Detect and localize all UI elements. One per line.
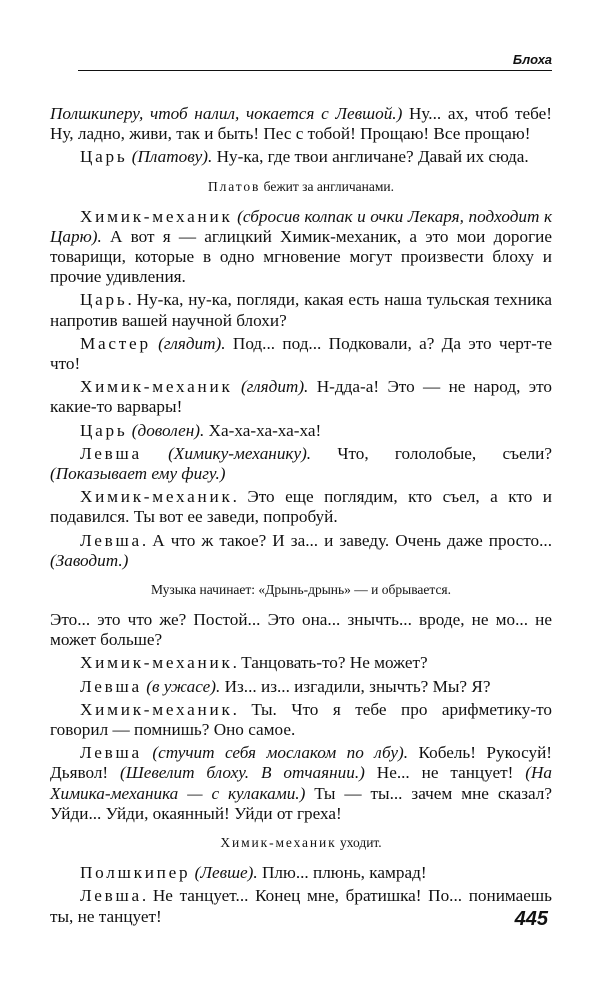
speaker-name: Левша <box>80 676 142 696</box>
stage-direction <box>50 834 552 851</box>
dialogue-paragraph <box>50 421 552 441</box>
stage-remark: Полшкиперу, чтоб налил, чокается с Левшой.) <box>50 104 403 123</box>
text-run: А вот я — аглицкий Химик-механик, а это мои дорогие товарищи, которые в одно мгновение могут произвести блоху и прочие удивления. <box>50 226 552 287</box>
speaker-name: Химик-механик <box>220 835 337 851</box>
speaker-name: Царь <box>80 420 128 440</box>
text-run: Из... из... изгадили, знычть? Мы? Я? <box>220 676 491 696</box>
speaker-name: Химик-механик <box>80 653 233 673</box>
speaker-name: Левша <box>80 743 142 763</box>
dialogue-paragraph <box>50 377 552 417</box>
stage-direction <box>50 581 552 598</box>
speaker-name: Платов <box>207 178 261 194</box>
play-text <box>50 104 552 927</box>
stage-remark: (доволен). <box>131 420 205 440</box>
text-run <box>142 444 168 463</box>
speaker-name: Мастер <box>80 333 151 353</box>
text-run: уходит. <box>336 835 382 851</box>
running-head: Блоха <box>512 52 552 67</box>
stage-remark: (Шевелит блоху. В отчаянии.) <box>120 763 365 783</box>
text-run: Не... не танцует! <box>364 763 526 783</box>
stage-remark: (глядит). <box>158 333 226 353</box>
dialogue-paragraph <box>50 531 552 571</box>
text-run: . Это еще поглядим, кто съел, а кто и подавился. Ты вот ее заведи, попробуй. <box>50 487 552 527</box>
text-run: Кобель! Рукосуй! Дьявол! <box>50 743 553 783</box>
dialogue-paragraph <box>50 147 552 167</box>
stage-remark: (Платову). <box>131 147 213 167</box>
text-run: Ты — ты... зачем мне сказал? Уйди... Уйди, окаянный! Уйди от греха! <box>50 783 552 823</box>
text-run: Это... это что же? Постой... Это она... знычть... вроде, не мо... не может больше? <box>50 610 552 650</box>
stage-remark: (стучит себя мослаком по лбу). <box>152 743 409 763</box>
header-rule <box>78 70 552 71</box>
dialogue-paragraph <box>50 863 552 883</box>
text-run: . Ну-ка, ну-ка, погляди, какая есть наша тульская техника напротив вашей научной блохи? <box>50 290 552 330</box>
text-run: Плю... плюнь, камрад! <box>257 863 427 883</box>
speaker-name: Химик-механик <box>80 699 233 719</box>
stage-remark: (Левше). <box>194 863 258 883</box>
speaker-name: Химик-механик <box>80 487 233 507</box>
speaker-name: Левша <box>80 886 142 906</box>
page-number: 445 <box>514 908 548 930</box>
dialogue-paragraph <box>50 444 552 484</box>
text-run: Н-дда-а! Это — не народ, это какие-то варвары! <box>50 377 552 417</box>
dialogue-paragraph <box>50 104 552 144</box>
dialogue-paragraph <box>50 334 552 374</box>
stage-remark: (На Химика-механика — с кулаками.) <box>50 763 552 803</box>
dialogue-paragraph <box>50 290 552 330</box>
stage-remark: (в ужасе). <box>146 676 221 696</box>
dialogue-paragraph <box>50 677 552 697</box>
dialogue-paragraph <box>50 743 552 824</box>
dialogue-paragraph <box>50 207 552 288</box>
text-run: Под... под... Подковали, а? Да это черт-те что! <box>50 333 552 374</box>
text-run: Ха-ха-ха-ха-ха! <box>204 420 322 440</box>
text-run <box>142 743 152 762</box>
dialogue-paragraph <box>50 487 552 527</box>
text-run: Ну-ка, где твои англичане? Давай их сюда. <box>212 147 529 167</box>
text-run: Музыка начинает: «Дрынь-дрынь» — и обрывается. <box>150 582 452 598</box>
stage-remark: (глядит). <box>240 377 309 397</box>
dialogue-paragraph <box>50 653 552 673</box>
speaker-name: Левша <box>80 530 142 550</box>
text-run: . Ты. Что я тебе про арифметику-то говорил — помнишь? Оно самое. <box>50 699 552 740</box>
speaker-name: Царь <box>80 290 128 310</box>
speaker-name: Полшкипер <box>80 863 191 883</box>
speaker-name: Химик-механик <box>80 206 233 226</box>
text-run: Что, гололобые, съели? <box>311 443 553 463</box>
text-run <box>233 377 241 396</box>
stage-direction <box>50 178 552 195</box>
text-run: . А что ж такое? И за... и заведу. Очень даже просто... <box>141 530 552 550</box>
text-run: Ну... ах, чтоб тебе! Ну, ладно, живи, так и быть! Пес с тобой! Прощаю! Все прощаю! <box>50 104 552 144</box>
dialogue-paragraph <box>50 886 552 926</box>
speaker-name: Царь <box>80 147 128 167</box>
stage-remark: (Химику-механику). <box>168 443 312 463</box>
speaker-name: Левша <box>80 443 142 463</box>
text-run: . Не танцует... Конец мне, братишка! По... понимаешь ты, не танцует! <box>50 886 552 926</box>
text-run: бежит за англичанами. <box>260 178 395 194</box>
speaker-name: Химик-механик <box>80 377 233 397</box>
dialogue-paragraph <box>50 700 552 740</box>
stage-remark: (сбросив колпак и очки Лекаря, подходит к Царю). <box>50 206 553 246</box>
text-run: . Танцовать-то? Не может? <box>232 653 428 673</box>
dialogue-paragraph <box>50 610 552 650</box>
stage-remark: (Показывает ему фигу.) <box>50 464 226 484</box>
stage-remark: (Заводит.) <box>50 550 129 570</box>
